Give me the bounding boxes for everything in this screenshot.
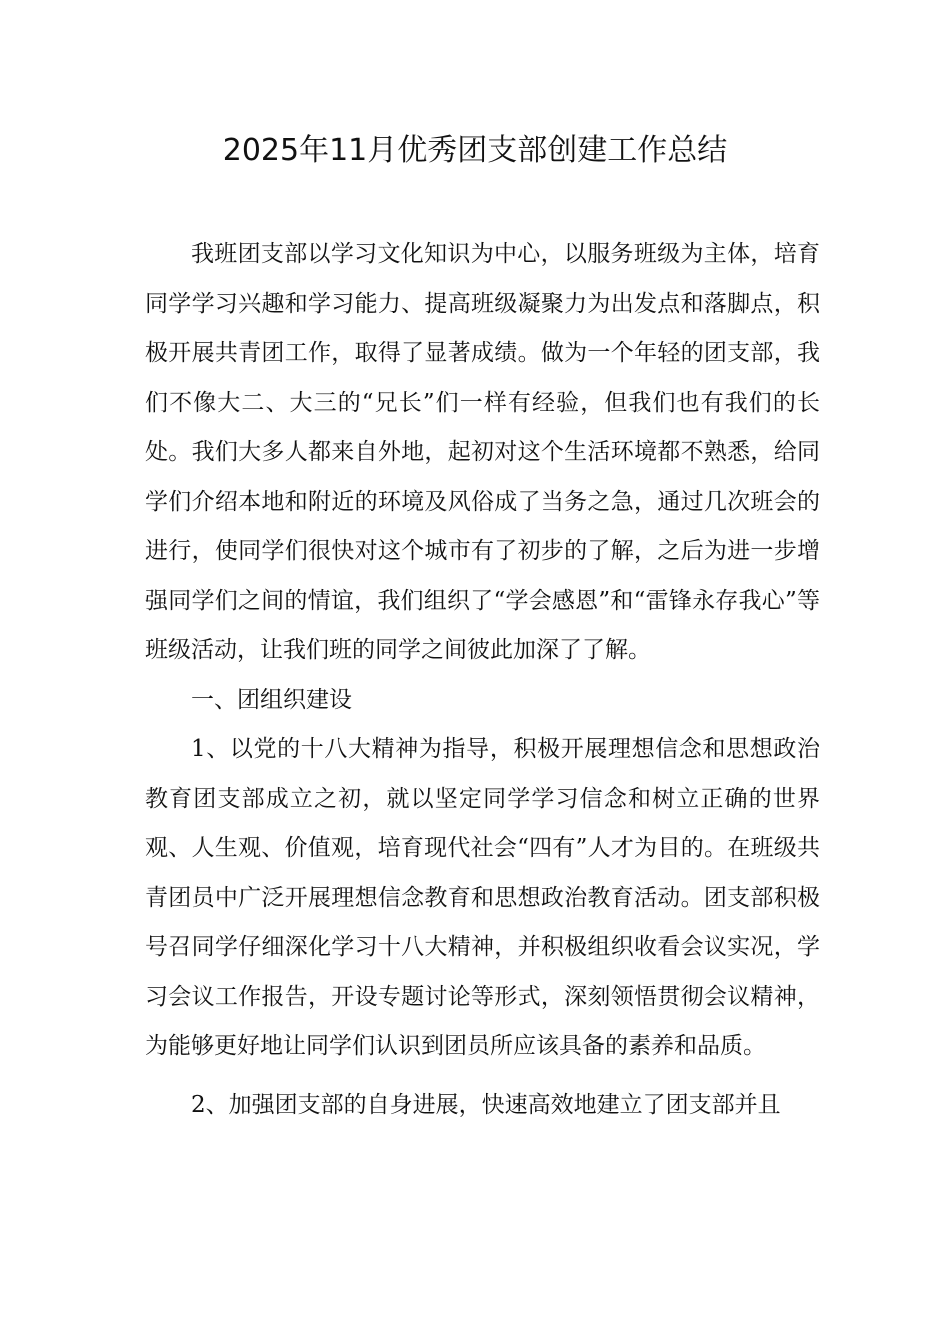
intro-paragraph: 我班团支部以学习文化知识为中心，以服务班级为主体，培育同学学习兴趣和学习能力、提高班级凝聚力为出发点和落脚点，积极开展共青团工作，取得了显著成绩。做为一个年轻的团支部，我们不像大二、大三的“兄长”们一样有经验，但我们也有我们的长处。我们大多人都来自外地，起初对这个生活环境都不熟悉，给同学们介绍本地和附近的环境及风俗成了当务之急，通过几次班会的进行，使同学们很快对这个城市有了初步的了解，之后为进一步增强同学们之间的情谊，我们组织了“学会感恩”和“雷锋永存我心”等班级活动，让我们班的同学之间彼此加深了了解。 [145, 241, 820, 663]
document-title: 2025年11月优秀团支部创建工作总结 [222, 133, 728, 168]
item-2-paragraph: 2、加强团支部的自身进展，快速高效地建立了团支部并且 [191, 1091, 781, 1118]
section-heading: 一、团组织建设 [191, 686, 352, 713]
item-1-paragraph: 1、以党的十八大精神为指导，积极开展理想信念和思想政治教育团支部成立之初，就以坚定同学学习信念和树立正确的世界观、人生观、价值观，培育现代社会“四有”人才为目的。在班级共青团员中广泛开展理想信念教育和思想政治教育活动。团支部积极号召同学仔细深化学习十八大精神，并积极组织收看会议实况，学习会议工作报告，开设专题讨论等形式，深刻领悟贯彻会议精神，为能够更好地让同学们认识到团员所应该具备的素养和品质。 [145, 736, 820, 1059]
document-body [145, 230, 820, 1130]
